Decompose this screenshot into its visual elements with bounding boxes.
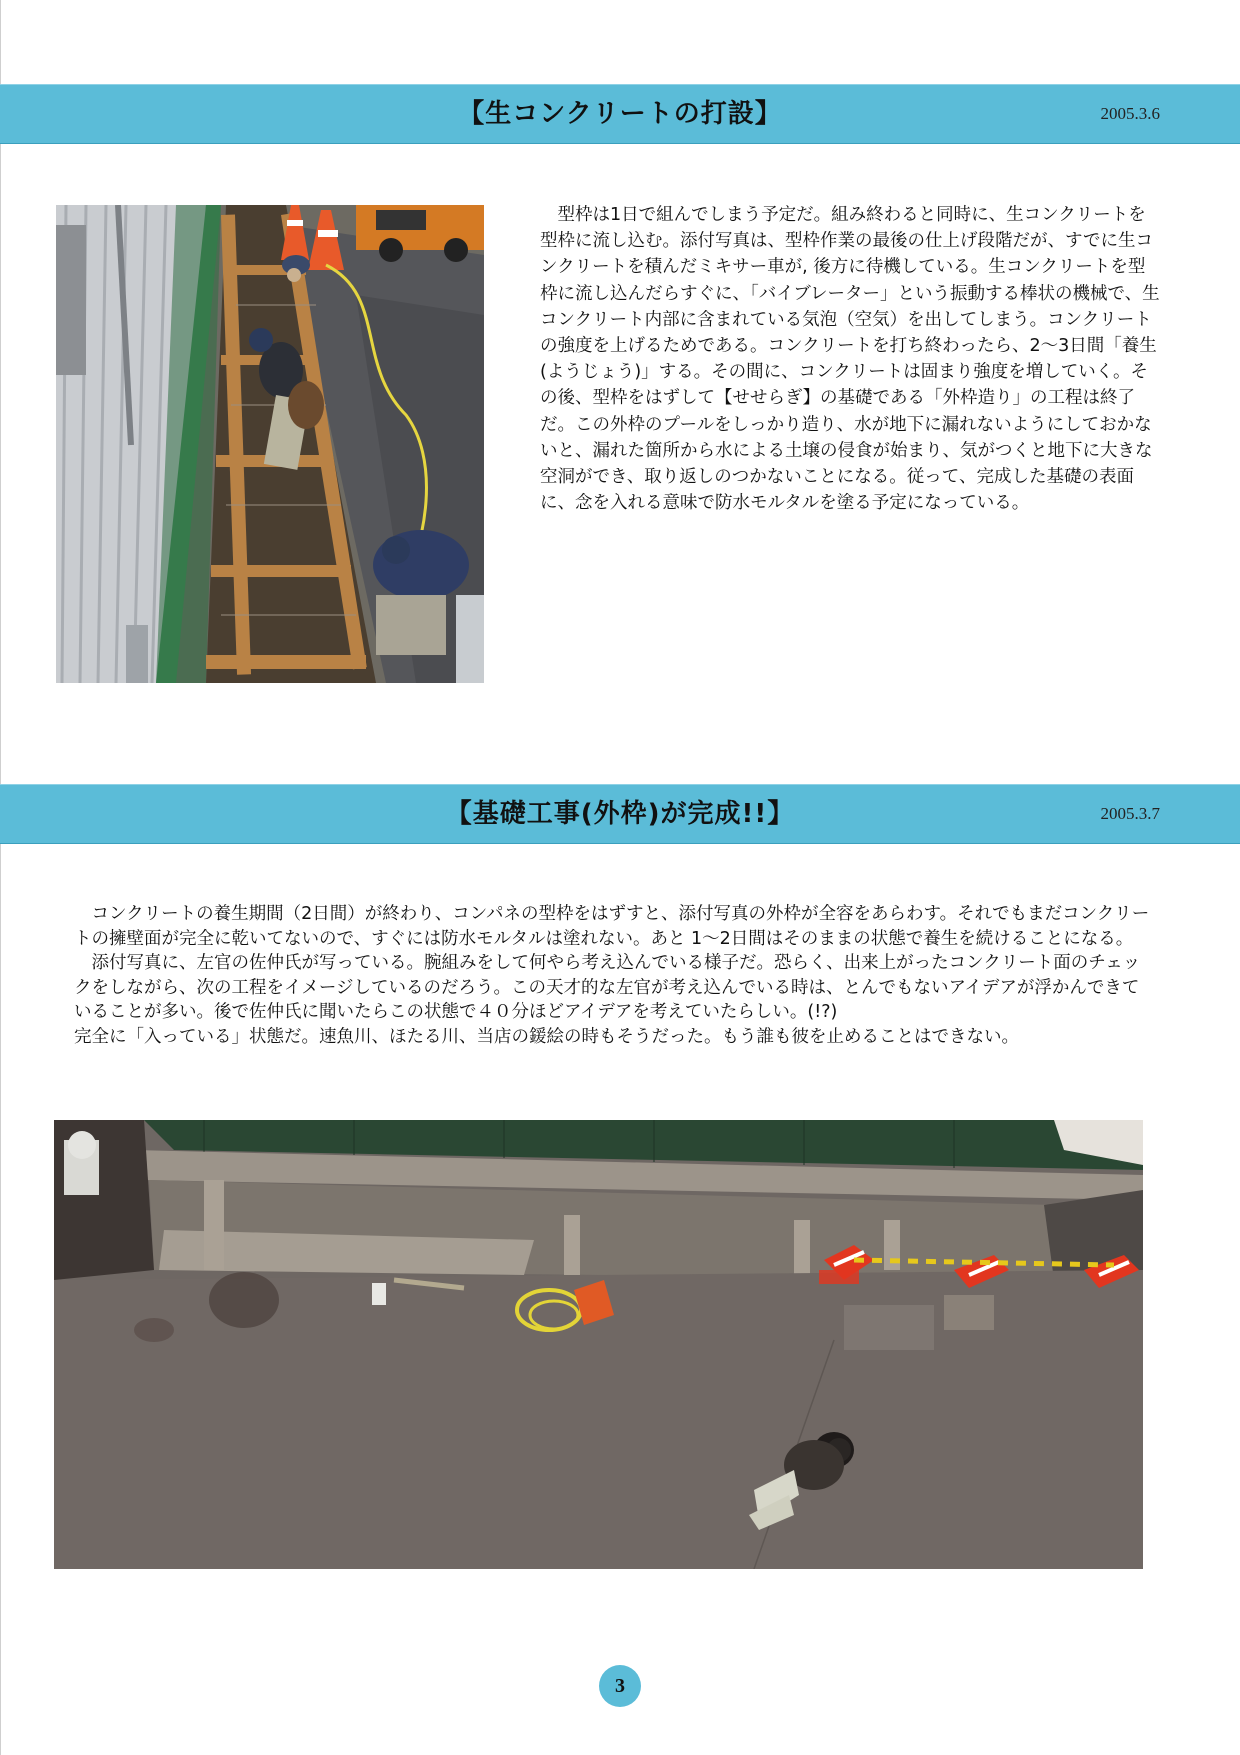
page-number: 3 <box>599 1665 641 1707</box>
section-header-foundation <box>0 784 1240 844</box>
section-date-foundation: 2005.3.7 <box>1100 804 1160 823</box>
section-title-foundation: 【基礎工事(外枠)が完成!!】 <box>445 799 795 829</box>
formwork-photo-illustration <box>56 205 484 683</box>
page-margin-rule <box>0 0 1 1755</box>
section-header-pouring <box>0 84 1240 144</box>
section-date-pouring: 2005.3.6 <box>1100 104 1160 123</box>
foundation-photo <box>54 1120 1143 1569</box>
pouring-description: 型枠は1日で組んでしまう予定だ。組み終わると同時に、生コンクリートを型枠に流し込む。添付写真は、型枠作業の最後の仕上げ段階だが、すでに生コンクリートを積んだミキサー車が, 後方に待機している。生コンクリートを型枠に流し込んだらすぐに、「バイブレーター」という振動する棒状の機械で、生コンクリート内部に含まれている気泡（空気）を出してしまう。コンクリートの強度を上げるためである。コンクリートを打ち終わったら、2〜3日間「養生(ようじょう)」する。その間に、コンクリートは固まり強度を増していく。その後、型枠をはずして【せせらぎ】の基礎である「外枠造り」の工程は終了だ。この外枠のプールをしっかり造り、水が地下に漏れないようにしておかないと、漏れた箇所から水による土壌の侵食が始まり、気がつくと地下に大きな空洞ができ、取り返しのつかないことになる。従って、完成した基礎の表面に、念を入れる意味で防水モルタルを塗る予定になっている。 <box>540 205 1160 514</box>
formwork-photo <box>56 205 484 683</box>
foundation-photo-illustration <box>54 1120 1143 1569</box>
section-title-pouring: 【生コンクリートの打設】 <box>458 99 782 129</box>
foundation-description: コンクリートの養生期間（2日間）が終わり、コンパネの型枠をはずすと、添付写真の外枠が全容をあらわす。それでもまだコンクリートの擁壁面が完全に乾いてないので、すぐには防水モルタルは塗れない。あと 1〜2日間はそのままの状態で養生を続けることになる。 添付写真に、左官の佐仲氏が写っている。腕組みをして何やら考え込んでいる様子だ。恐らく、出来上がったコンクリート面のチェックをしながら、次の工程をイメージしているのだろう。この天才的な左官が考え込んでいる時は、とんでもないアイデアが浮かんできていることが多い。後で佐仲氏に聞いたらこの状態で４０分ほどアイデアを考えていたらしい。(!?) 完全に「入っている」状態だ。速魚川、ほたる川、当店の鍰絵の時もそうだった。もう誰も彼を止めることはできない。 <box>74 904 1150 1047</box>
